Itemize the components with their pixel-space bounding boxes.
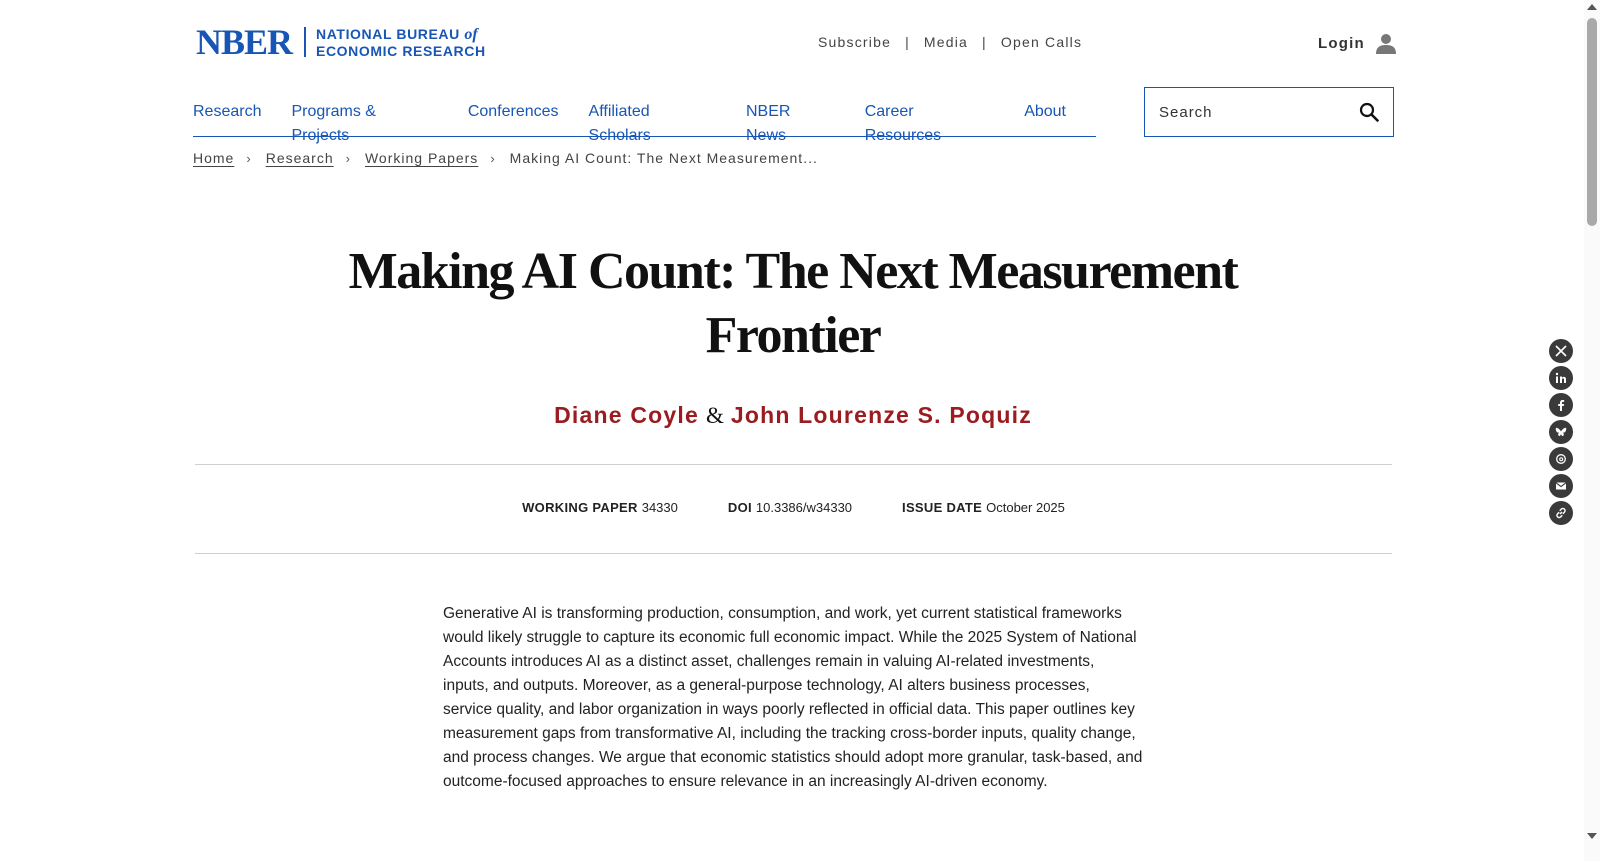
- breadcrumb-working-papers[interactable]: Working Papers: [364, 150, 479, 166]
- nber-logo[interactable]: [196, 24, 486, 60]
- paper-meta: [195, 500, 1392, 515]
- working-paper-number: [522, 500, 678, 515]
- breadcrumb: [193, 150, 818, 166]
- nav-affiliated-scholars[interactable]: Affiliated Scholars: [588, 103, 651, 144]
- divider: [195, 464, 1392, 465]
- breadcrumb-current: Making AI Count: The Next Measurement...: [509, 150, 818, 166]
- meta-label: ISSUE DATE: [902, 500, 983, 515]
- subscribe-link[interactable]: Subscribe: [818, 34, 892, 50]
- nav-career-resources[interactable]: Career Resources: [864, 103, 942, 144]
- login-label: Login: [1318, 34, 1365, 52]
- author-link[interactable]: John Lourenze S. Poquiz: [730, 402, 1032, 428]
- logo-line1: NATIONAL BUREAU: [316, 25, 460, 42]
- meta-value: 10.3386/w34330: [755, 500, 853, 515]
- author-list: [260, 402, 1326, 429]
- facebook-icon[interactable]: [1549, 393, 1573, 417]
- scrollbar-thumb[interactable]: [1587, 18, 1597, 226]
- nav-conferences[interactable]: Conferences: [467, 103, 559, 120]
- nav-research[interactable]: Research: [193, 103, 262, 120]
- author-link[interactable]: Diane Coyle: [554, 402, 699, 428]
- user-icon: [1375, 32, 1397, 54]
- logo-line1-suffix: of: [464, 25, 478, 43]
- scroll-down-icon[interactable]: [1587, 833, 1597, 839]
- nav-programs-projects[interactable]: Programs & Projects: [291, 103, 376, 144]
- author-separator: &: [705, 403, 724, 428]
- main-nav: [193, 100, 1096, 144]
- link-divider: |: [905, 34, 910, 50]
- meta-value: 34330: [641, 500, 678, 515]
- open-calls-link[interactable]: Open Calls: [1000, 34, 1083, 50]
- threads-icon[interactable]: [1549, 447, 1573, 471]
- link-divider: |: [982, 34, 987, 50]
- breadcrumb-research[interactable]: Research: [265, 150, 334, 166]
- page-scrollbar[interactable]: [1584, 0, 1600, 861]
- email-icon[interactable]: [1549, 474, 1573, 498]
- logo-name: [316, 26, 486, 59]
- x-icon[interactable]: [1549, 339, 1573, 363]
- utility-links: [818, 34, 1082, 50]
- meta-value: October 2025: [986, 500, 1065, 515]
- linkedin-icon[interactable]: [1549, 366, 1573, 390]
- nav-nber-news[interactable]: NBER News: [746, 103, 791, 144]
- search-icon[interactable]: [1359, 102, 1379, 122]
- chevron-right-icon: ›: [345, 150, 351, 166]
- doi: [728, 500, 852, 515]
- breadcrumb-home[interactable]: Home: [193, 150, 235, 166]
- meta-label: DOI: [727, 500, 752, 515]
- nav-about[interactable]: About: [1024, 103, 1066, 120]
- logo-divider: [304, 27, 306, 57]
- logo-line2: ECONOMIC RESEARCH: [316, 42, 486, 59]
- bluesky-icon[interactable]: [1549, 420, 1573, 444]
- scroll-up-icon[interactable]: [1587, 4, 1597, 10]
- media-link[interactable]: Media: [923, 34, 969, 50]
- issue-date: [902, 500, 1065, 515]
- login-button[interactable]: [1318, 32, 1397, 54]
- search-input[interactable]: [1159, 104, 1359, 121]
- search-box: [1144, 87, 1394, 137]
- chevron-right-icon: ›: [490, 150, 496, 166]
- divider: [195, 553, 1392, 554]
- abstract: Generative AI is transforming production, consumption, and work, yet current statistical frameworks would likely struggle to capture its economic full economic impact. While the 2025 System of National Accounts introduces AI as a distinct asset, challenges remain in valuing AI-related investments, inputs, and outputs. Moreover, as a general-purpose technology, AI alters business processes, service quality, and labor organization in ways poorly reflected in official data. This paper outlines key measurement gaps from transformative AI, including the tracking cross-border inputs, quality change, and process changes. We argue that economic statistics should adopt more granular, task-based, and outcome-focused approaches to ensure relevance in an increasingly AI-driven economy.: [443, 605, 1143, 790]
- logo-wordmark: NBER: [196, 22, 293, 62]
- share-bar: [1549, 339, 1573, 528]
- link-icon[interactable]: [1549, 501, 1573, 525]
- chevron-right-icon: ›: [246, 150, 252, 166]
- meta-label: WORKING PAPER: [522, 500, 638, 515]
- page-title: Making AI Count: The Next Measurement Frontier: [348, 243, 1238, 364]
